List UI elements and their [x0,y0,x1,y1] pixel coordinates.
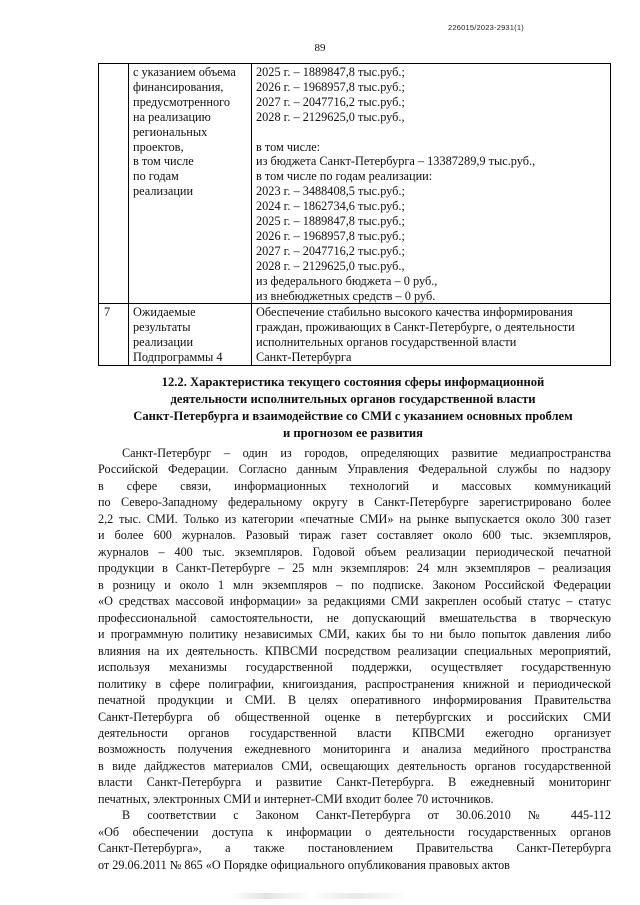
financing-value-cell [252,64,611,304]
paragraph-line: используя механизмы государственной поддержки, осуществляет государственную [98,660,611,675]
paragraph-line: Российской Федерации. Согласно данным Управления Федеральной службы по надзору [98,462,611,477]
paragraph-line: власти Санкт-Петербурга и развитие Санкт-Петербурга. В ежедневный мониторинг [98,775,611,790]
paragraph-line: в сфере связи, информационных технологий и массовых коммуникаций [98,478,611,493]
cell-text-line: граждан, проживающих в Санкт-Петербурге, о деятельности [256,320,575,335]
cell-text-line: результаты [133,320,191,335]
heading-line: Санкт-Петербурга и взаимодействие со СМИ с указанием основных проблем [133,409,573,423]
heading-line: 12.2. Характеристика текущего состояния сферы информационной [161,375,545,389]
cell-text-line: финансирования, [133,79,224,94]
expected-results-label-cell [129,304,252,366]
cell-text-line: Ожидаемые [133,305,196,320]
cell-text-line: Обеспечение стабильно высокого качества информирования [256,305,573,320]
cell-text-line: на реализацию [133,109,211,124]
cell-text-line [256,125,606,140]
cell-text-line: предусмотренного [133,94,230,109]
cell-text-line: 2026 г. – 1968957,8 тыс.руб.; [256,79,405,94]
passport-table [98,63,611,366]
paragraph-line: в розницу и около 1 млн экземпляров – по подписке. Законом Российской Федерации [98,577,611,592]
paragraph-line: журналов – 400 тыс. экземпляров. Годовой объем реализации периодической печатной [98,544,611,559]
paragraph-line: влияния на их деятельность. КПВСМИ посредством реализации специальных мероприятий, [98,643,611,658]
cell-text-line: из федерального бюджета – 0 руб., [256,273,438,288]
paragraph-line: и более 600 журналов. Разовый тираж газет составляет около 600 тыс. экземпляров, [98,528,611,543]
paragraph-line: печатных, электронных СМИ и интернет-СМИ входит более 70 источников. [98,791,494,806]
paragraph-line: печатной продукции и СМИ. В целях оперативного информирования Правительства [98,693,611,708]
scan-artifact [230,893,410,899]
cell-text-line: 2023 г. – 3488408,5 тыс.руб.; [256,184,405,199]
paragraph-1 [98,445,611,807]
table-row-expected-results [99,304,611,366]
paragraph-line: В соответствии с Законом Санкт-Петербурга от 30.06.2010 № 445-112 [122,808,611,823]
cell-text-line: 2028 г. – 2129625,0 тыс.руб., [256,109,405,124]
document-registration-number: 226015/2023-2931(1) [448,23,524,32]
cell-text-line: региональных [133,124,208,139]
row-number-cell [99,64,129,304]
paragraph-line: «О средствах массовой информации» за редакциями СМИ закреплен особый статус – статус [98,594,611,609]
cell-text-line: Санкт-Петербурга [256,350,352,365]
paragraph-line: профессиональной самостоятельности, не допускающий вмешательства в творческую [98,610,611,625]
section-body [98,445,611,873]
paragraph-line: Санкт-Петербурга об общественной оценке в петербургских и российских СМИ [98,709,611,724]
cell-text-line: в том числе по годам реализации: [256,169,433,184]
paragraph-line: возможность получения ежедневного мониторинга и анализа медийного пространства [98,742,611,757]
cell-text-line: Подпрограммы 4 [133,350,223,365]
cell-text-line: реализации [133,184,194,199]
paragraph-line: от 29.06.2011 № 865 «О Порядке официального опубликования правовых актов [98,857,510,872]
cell-text-line: 2027 г. – 2047716,2 тыс.руб.; [256,94,405,109]
paragraph-line: 2,2 тыс. СМИ. Только из категории «печатные СМИ» на рынке выпускается около 300 газет [98,511,611,526]
cell-text-line: реализации [133,335,194,350]
paragraph-line: продукции в Санкт-Петербурге – 25 млн экземпляров: 24 млн экземпляров – реализация [98,561,611,576]
cell-text-line: 2026 г. – 1968957,8 тыс.руб.; [256,228,405,243]
paragraph-line: Санкт-Петербурга», а также постановлением Правительства Санкт-Петербурга [98,841,611,856]
paragraph-2 [98,807,611,873]
paragraph-line: Санкт-Петербург – один из городов, определяющих развитие медиапространства [122,446,611,460]
cell-text-line: в том числе [133,154,194,169]
cell-text-line: исполнительных органов государственной власти [256,335,517,350]
paragraph-line: в виде дайджестов материалов СМИ, освещающих деятельность органов государственной [98,758,611,773]
heading-line: деятельности исполнительных органов государственной власти [170,392,536,406]
section-heading [95,374,611,442]
cell-text-line: по годам [133,169,179,184]
paragraph-line: деятельности органов государственной власти КПВСМИ ежегодно организует [98,725,611,740]
financing-label-cell [129,64,252,304]
cell-text-line: из бюджета Санкт-Петербурга – 13387289,9 тыс.руб., [256,154,536,169]
heading-line: и прогнозом ее развития [282,426,423,440]
expected-results-value-cell [252,304,611,366]
cell-text-line: 2027 г. – 2047716,2 тыс.руб.; [256,243,405,258]
cell-text-line: с указанием объема [133,65,236,79]
page-number: 89 [314,42,326,54]
row-number-cell: 7 [99,304,129,366]
paragraph-line: политику в сфере полиграфии, книгоиздания, распространения книжной и периодической [98,676,611,691]
table-row-financing [99,64,611,304]
paragraph-line: по Северо-Западному федеральному округу в Санкт-Петербурге зарегистрировано более [98,495,611,510]
cell-text-line: 2028 г. – 2129625,0 тыс.руб., [256,258,405,273]
cell-text-line: 2024 г. – 1862734,6 тыс.руб.; [256,199,405,214]
cell-text-line: 2025 г. – 1889847,8 тыс.руб.; [256,214,405,229]
cell-text-line: из внебюджетных средств – 0 руб. [256,288,436,303]
cell-text-line: 2025 г. – 1889847,8 тыс.руб.; [256,65,405,79]
paragraph-line: и программную политику независимых СМИ, каких бы то ни было попыток давления либо [98,627,611,642]
cell-text-line: в том числе: [256,139,321,154]
paragraph-line: «Об обеспечении доступа к информации о деятельности государственных органов [98,824,611,839]
cell-text-line: проектов, [133,139,184,154]
